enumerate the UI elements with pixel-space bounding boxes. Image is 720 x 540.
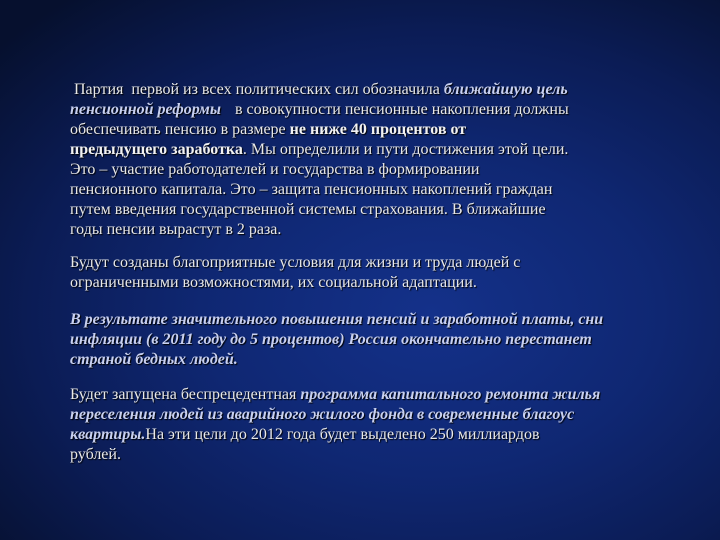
strong-text: предыдущего заработка bbox=[70, 141, 243, 158]
text-line bbox=[70, 385, 720, 405]
text-run: Партия первой из всех политических сил обозначила bbox=[70, 81, 444, 98]
text-line: инфляции (в 2011 году до 5 процентов) Россия окончательно перестанет bbox=[70, 331, 592, 348]
text-line: рублей. bbox=[70, 446, 121, 463]
text-line: В результате значительного повышения пенсий и заработной платы, сни bbox=[70, 311, 604, 328]
text-line bbox=[70, 80, 720, 100]
text-line: переселения людей из аварийного жилого фонда в современные благоус bbox=[70, 406, 575, 423]
text-run: в совокупности пенсионные накопления должны bbox=[235, 101, 569, 118]
text-line bbox=[70, 100, 720, 120]
strong-text: не ниже 40 процентов от bbox=[289, 121, 467, 138]
paragraph-inflation bbox=[70, 310, 720, 370]
text-run: Будет запущена беспрецедентная bbox=[70, 386, 301, 403]
text-line bbox=[70, 120, 720, 140]
text-run: На эти цели до 2012 года будет выделено 250 миллиардов bbox=[145, 426, 540, 443]
text-line: ограниченными возможностями, их социальной адаптации. bbox=[70, 274, 477, 291]
text-run: . Мы определили и пути достижения этой цели. bbox=[242, 141, 569, 158]
text-line: путем введения государственной системы страхования. В ближайшие bbox=[70, 201, 546, 218]
text-line: пенсионного капитала. Это – защита пенсионных накоплений граждан bbox=[70, 181, 553, 198]
paragraph-pension-reform bbox=[70, 80, 720, 240]
text-line: годы пенсии вырастут в 2 раза. bbox=[70, 221, 282, 238]
text-line: Это – участие работодателей и государства в формировании bbox=[70, 161, 480, 178]
text-line: Будут созданы благоприятные условия для жизни и труда людей с bbox=[70, 254, 521, 271]
emphasis-text: квартиры. bbox=[70, 426, 146, 443]
paragraph-housing-program bbox=[70, 385, 720, 465]
text-line: страной бедных людей. bbox=[70, 351, 238, 368]
emphasis-text: программа капитального ремонта жилья bbox=[300, 386, 601, 403]
text-run: обеспечивать пенсию в размере bbox=[70, 121, 290, 138]
emphasis-text: ближайшую цель bbox=[443, 81, 568, 98]
emphasis-text: пенсионной реформы bbox=[70, 101, 221, 118]
paragraph-disabled-people bbox=[70, 253, 720, 293]
text-line bbox=[70, 140, 720, 160]
text-line bbox=[70, 425, 720, 445]
